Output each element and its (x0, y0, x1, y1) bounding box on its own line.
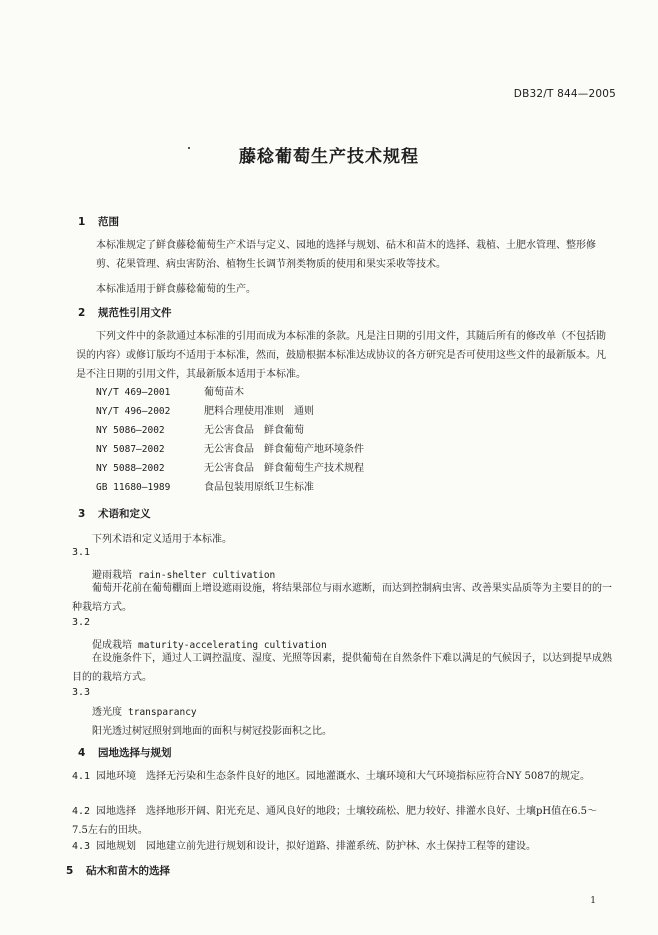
terms-intro: 下列术语和定义适用于本标准。 (92, 534, 232, 545)
section-title: 规范性引用文件 (98, 307, 172, 319)
term-heading (92, 703, 197, 718)
reference-name: 无公害食品 鲜食葡萄生产技术规程 (204, 463, 364, 474)
section-number: 2 (78, 307, 86, 319)
term-number: 3.1 (72, 547, 91, 558)
clause-number: 4.3 (72, 841, 91, 852)
clause-item (72, 802, 612, 840)
section-number: 4 (78, 747, 86, 759)
reference-name: 无公害食品 鲜食葡萄 (204, 425, 304, 436)
clause-text: 园地规划 园地建立前先进行规划和设计，拟好道路、排灌系统、防护林、水土保持工程等的建设。 (96, 841, 536, 852)
scope-paragraph-1 (96, 236, 614, 274)
references-paragraph: 下列文件中的条款通过本标准的引用而成为本标准的条款。凡是注日期的引用文件，其随后所有的修改单（不包括勘误的内容）或修订版均不适用于本标准，然而，鼓励根据本标准达成协议的各方研究是否可使用这些文件的最新版本。凡是不注日期的引用文件，其最新版本适用于本标准。 (76, 331, 606, 380)
reference-item (96, 383, 244, 398)
section-title: 砧木和苗木的选择 (86, 865, 170, 877)
scope-paragraph-2: 本标准适用于鲜食藤稔葡萄的生产。 (96, 284, 256, 295)
page-number: 1 (590, 896, 596, 906)
term-english: transparancy (128, 707, 197, 718)
reference-code: NY 5088—2002 (96, 463, 165, 474)
term-chinese: 透光度 (92, 707, 122, 718)
reference-item (96, 459, 364, 474)
term-english: rain-shelter cultivation (138, 570, 276, 581)
section-2-heading (78, 305, 172, 320)
reference-item (96, 478, 314, 493)
section-1-heading (78, 214, 119, 229)
reference-item (96, 440, 364, 455)
term-number: 3.2 (72, 617, 91, 628)
section-number: 1 (78, 216, 86, 228)
term-definition: 在设施条件下，通过人工调控温度、湿度、光照等因素，提供葡萄在自然条件下难以满足的气候因子，以达到提早成熟目的的栽培方式。 (72, 653, 612, 683)
reference-item (96, 421, 304, 436)
clause-item (72, 767, 612, 786)
section-title: 范围 (98, 216, 119, 228)
reference-name: 肥料合理使用准则 通则 (204, 406, 314, 417)
clause-item (72, 837, 612, 856)
clause-text: 园地选择 选择地形开阔、阳光充足、通风良好的地段；土壤较疏松、肥力较好、排灌水良好、土壤pH值在6.5～7.5左右的田块。 (72, 806, 598, 836)
term-english: maturity-accelerating cultivation (138, 640, 327, 651)
clause-number: 4.2 (72, 806, 91, 817)
standard-code: DB32/T 844—2005 (513, 88, 616, 100)
reference-code: NY 5087—2002 (96, 444, 165, 455)
reference-code: NY 5086—2002 (96, 425, 165, 436)
section-title: 园地选择与规划 (98, 747, 172, 759)
reference-name: 无公害食品 鲜食葡萄产地环境条件 (204, 444, 364, 455)
clause-number: 4.1 (72, 771, 91, 782)
section-3-heading (78, 506, 151, 521)
term-definition: 葡萄开花前在葡萄棚面上增设遮雨设施，将结果部位与雨水遮断，而达到控制病虫害、改善果实品质等为主要目的的一种栽培方式。 (72, 583, 612, 613)
section-number: 5 (66, 865, 74, 877)
reference-code: NY/T 496—2002 (96, 406, 171, 417)
reference-name: 食品包装用原纸卫生标准 (204, 482, 314, 493)
reference-code: NY/T 469—2001 (96, 387, 171, 398)
section-number: 3 (78, 508, 86, 520)
term-chinese: 促成栽培 (92, 640, 132, 651)
term-number: 3.3 (72, 687, 91, 698)
section-5-heading (66, 863, 170, 878)
section-title: 术语和定义 (98, 508, 151, 520)
paragraph-text: 本标准规定了鲜食藤稔葡萄生产术语与定义、园地的选择与规划、砧木和苗木的选择、栽植、土肥水管理、整形修剪、花果管理、病虫害防治、植物生长调节剂类物质的使用和果实采收等技术。 (96, 240, 596, 270)
clause-text: 园地环境 选择无污染和生态条件良好的地区。园地灌溉水、土壤环境和大气环境指标应符合NY 5087的规定。 (96, 771, 590, 782)
section-4-heading (78, 745, 172, 760)
term-definition: 阳光透过树冠照射到地面的面积与树冠投影面积之比。 (92, 726, 332, 737)
reference-item (96, 402, 314, 417)
term-chinese: 避雨栽培 (92, 570, 132, 581)
document-title: 藤稔葡萄生产技术规程 (239, 147, 419, 167)
reference-name: 葡萄苗木 (204, 387, 244, 398)
reference-code: GB 11680—1989 (96, 482, 171, 493)
